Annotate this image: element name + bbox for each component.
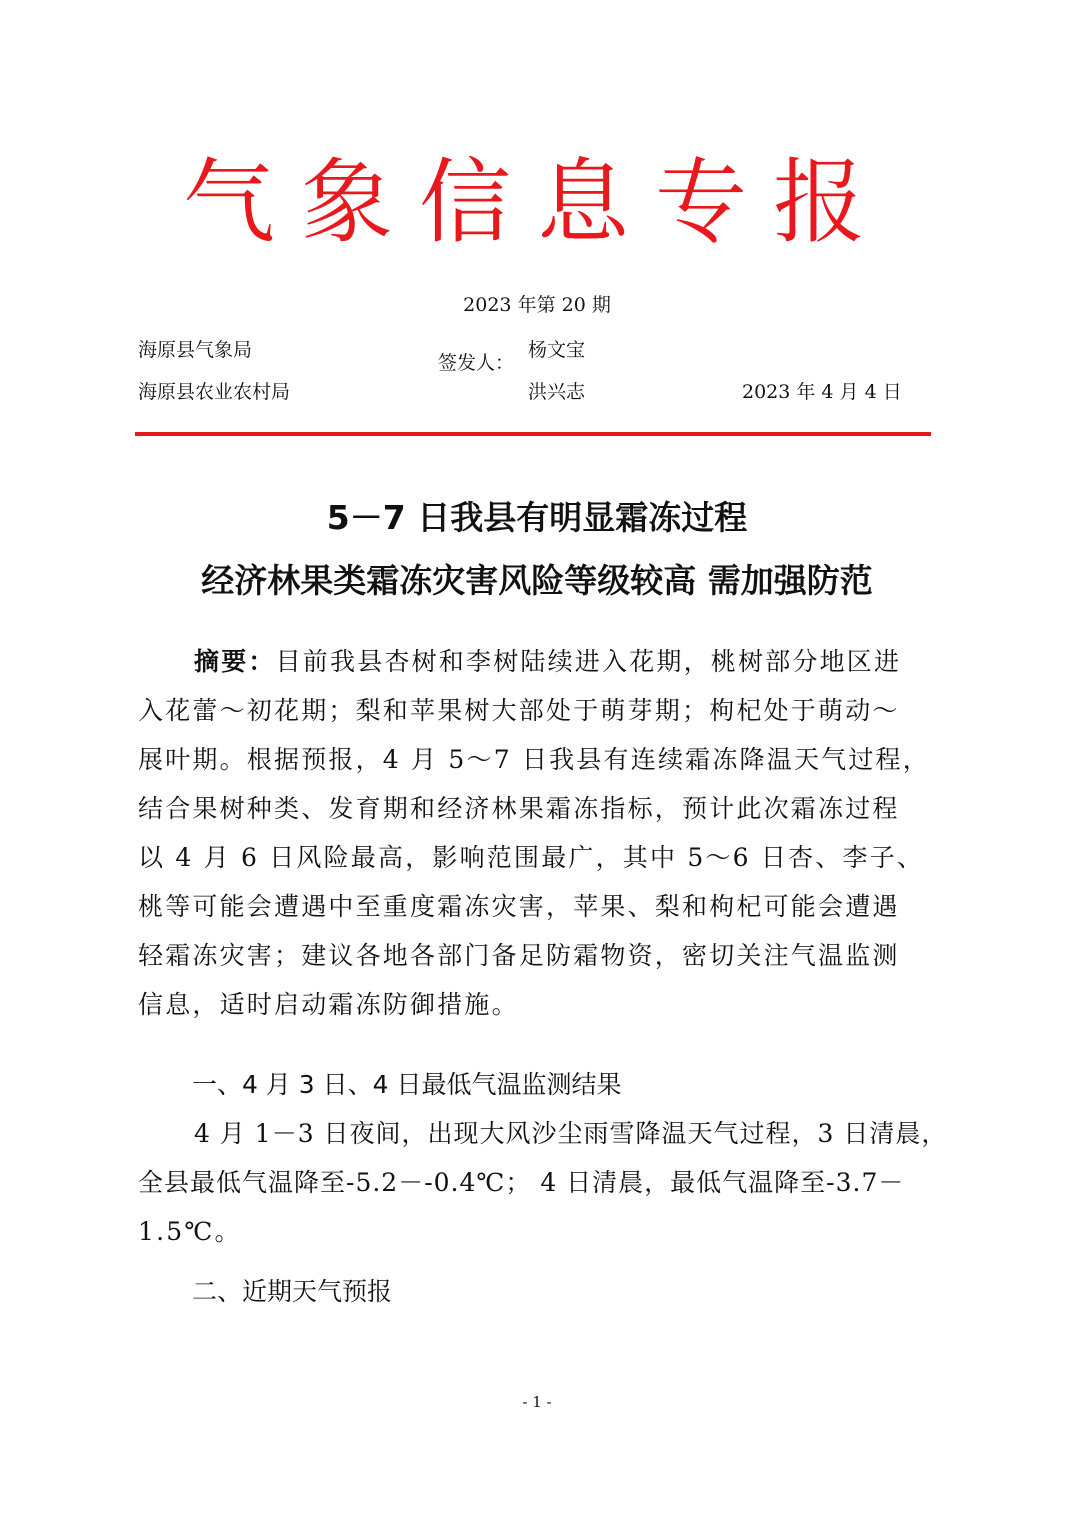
- signer-label: 签发人：: [438, 352, 515, 374]
- issuing-org-weather-bureau: 海原县气象局: [138, 339, 253, 361]
- section-2-title: 二、近期天气预报: [192, 1277, 393, 1306]
- abstract-line: 入花蕾～初花期；梨和苹果树大部处于萌芽期；枸杞处于萌动～: [138, 696, 900, 725]
- abstract-line: 信息，适时启动霜冻防御措施。: [138, 990, 519, 1019]
- issuing-org-agriculture-bureau: 海原县农业农村局: [138, 381, 291, 403]
- headline-line-2: 经济林果类霜冻灾害风险等级较高 需加强防范: [201, 561, 873, 600]
- section-1-body: [138, 1109, 978, 1256]
- abstract-line: 目前我县杏树和李树陆续进入花期，桃树部分地区进: [275, 647, 902, 676]
- abstract-paragraph: [138, 637, 938, 1029]
- section-1-line: 4 月 1－3 日夜间，出现大风沙尘雨雪降温天气过程，3 日清晨，: [194, 1119, 948, 1148]
- masthead-title: 气象信息专报: [182, 149, 891, 256]
- abstract-label: 摘要：: [194, 647, 276, 676]
- header-divider: [135, 432, 931, 436]
- section-1-title: 一、4 月 3 日、4 日最低气温监测结果: [192, 1070, 622, 1099]
- issue-number: 2023 年第 20 期: [463, 294, 611, 316]
- page-number: - 1 -: [522, 1393, 552, 1411]
- abstract-line: 以 4 月 6 日风险最高，影响范围最广，其中 5～6 日杏、李子、: [138, 843, 925, 872]
- abstract-line: 桃等可能会遭遇中至重度霜冻灾害，苹果、梨和枸杞可能会遭遇: [138, 892, 900, 921]
- abstract-line: 结合果树种类、发育期和经济林果霜冻指标，预计此次霜冻过程: [138, 794, 900, 823]
- headline-line-1: 5－7 日我县有明显霜冻过程: [326, 498, 748, 537]
- signer-name-2: 洪兴志: [528, 381, 586, 403]
- section-1-line: 全县最低气温降至-5.2－-0.4℃； 4 日清晨，最低气温降至-3.7－: [138, 1168, 905, 1197]
- issue-date: 2023 年 4 月 4 日: [742, 381, 902, 403]
- section-1-line: 1.5℃。: [138, 1217, 242, 1246]
- signer-name-1: 杨文宝: [528, 339, 586, 361]
- abstract-line: 轻霜冻灾害；建议各地各部门备足防霜物资，密切关注气温监测: [138, 941, 900, 970]
- abstract-line: 展叶期。根据预报，4 月 5～7 日我县有连续霜冻降温天气过程，: [138, 745, 930, 774]
